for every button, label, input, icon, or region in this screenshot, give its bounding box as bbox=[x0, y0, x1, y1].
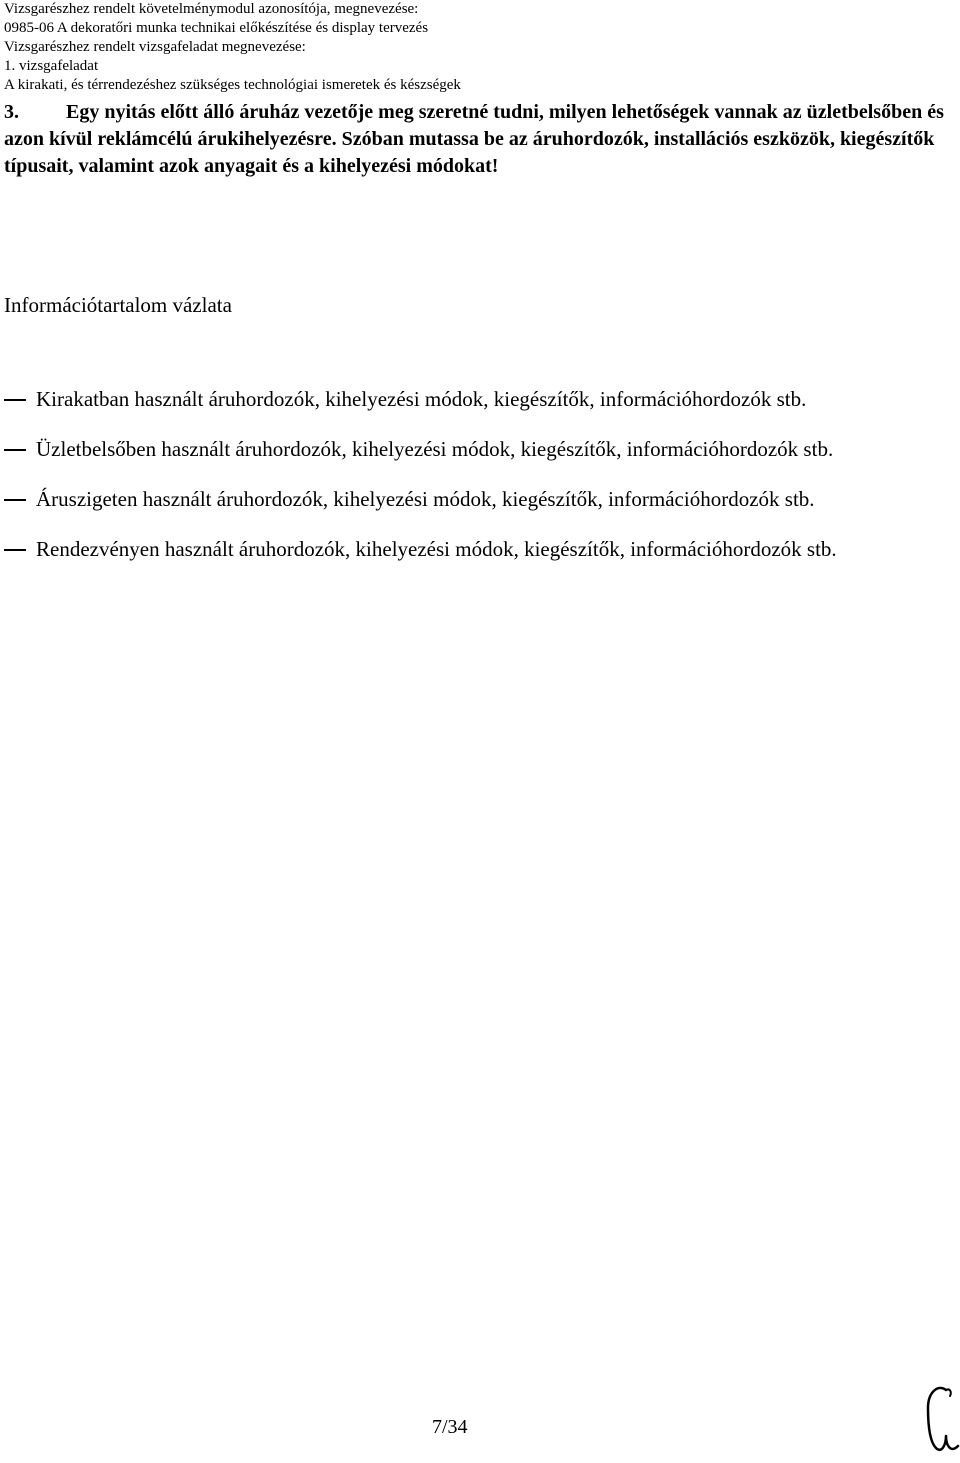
info-title: Információtartalom vázlata bbox=[4, 293, 232, 317]
dash-bullet-icon bbox=[4, 549, 26, 551]
list-item bbox=[4, 534, 954, 584]
document-header bbox=[4, 0, 461, 95]
handwritten-signature bbox=[912, 1382, 960, 1462]
list-item bbox=[4, 484, 954, 534]
task-text: Egy nyitás előtt álló áruház vezetője meg szeretné tudni, milyen lehetőségek vannak az üzletbelsőben és azon kívül reklámcélú árukihelyezésre. Szóban mutassa be az áruhordozók, installációs eszközök, kiegészítők típusait, valamint azok anyagait és a kihelyezési módokat! bbox=[4, 101, 944, 177]
header-line: A kirakati, és térrendezéshez szükséges technológiai ismeretek és készségek bbox=[4, 77, 461, 93]
header-line: 1. vizsgafeladat bbox=[4, 58, 99, 74]
task-statement bbox=[4, 99, 954, 180]
header-line: Vizsgarészhez rendelt követelménymodul azonosítója, megnevezése: bbox=[4, 1, 419, 17]
list-item-text: Üzletbelsőben használt áruhordozók, kihelyezési módok, kiegészítők, információhordozók stb. bbox=[36, 437, 834, 461]
dash-bullet-icon bbox=[4, 399, 26, 401]
list-item-text: Kirakatban használt áruhordozók, kihelyezési módok, kiegészítők, információhordozók stb. bbox=[36, 387, 807, 411]
page-number: 7/34 bbox=[432, 1416, 468, 1438]
info-outline-list bbox=[4, 384, 954, 584]
header-line: 0985-06 A dekoratőri munka technikai előkészítése és display tervezés bbox=[4, 20, 429, 36]
list-item bbox=[4, 384, 954, 434]
list-item bbox=[4, 434, 954, 484]
list-item-text: Áruszigeten használt áruhordozók, kihelyezési módok, kiegészítők, információhordozók stb. bbox=[36, 487, 815, 511]
task-number: 3. bbox=[4, 101, 19, 123]
header-line: Vizsgarészhez rendelt vizsgafeladat megnevezése: bbox=[4, 39, 306, 55]
list-item-text: Rendezvényen használt áruhordozók, kihelyezési módok, kiegészítők, információhordozók stb. bbox=[36, 537, 837, 561]
dash-bullet-icon bbox=[4, 499, 26, 501]
dash-bullet-icon bbox=[4, 449, 26, 451]
